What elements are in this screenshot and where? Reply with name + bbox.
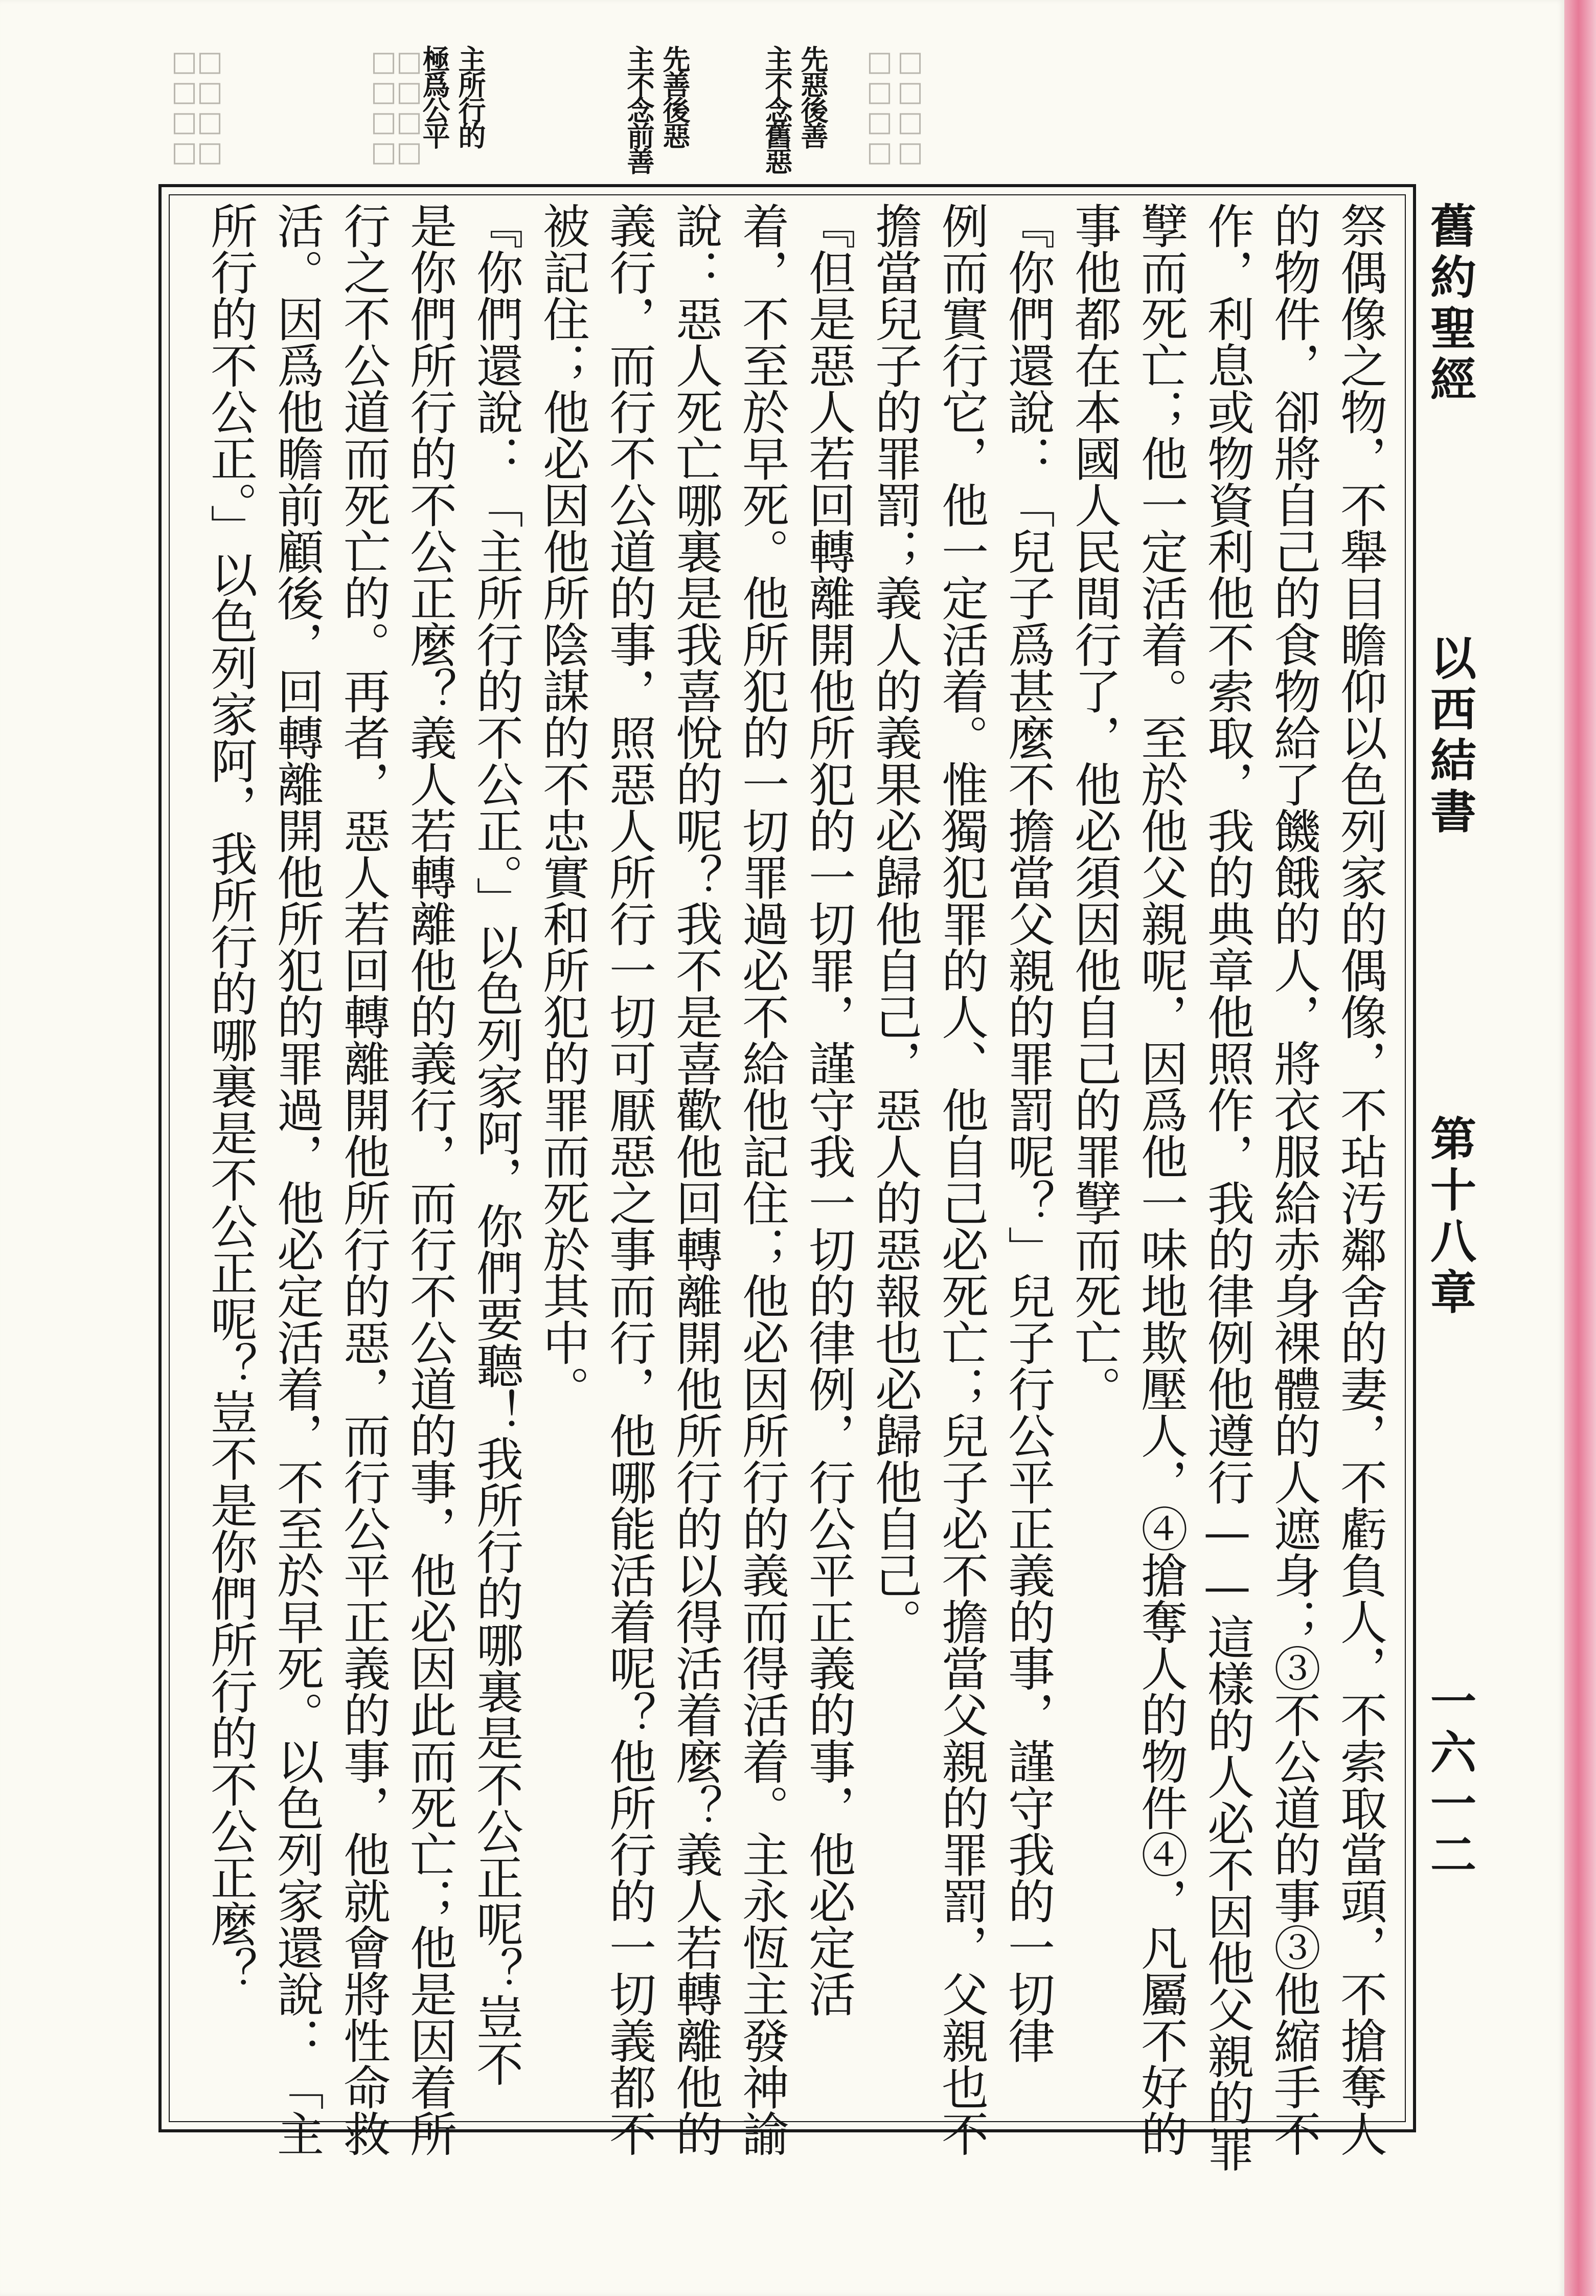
section-title: 以西結書 (1422, 634, 1476, 839)
margin-note: 先惡後善 (796, 45, 829, 147)
page-number: 一六一二 (1422, 1677, 1476, 1882)
bleedthrough-text: □□□□ (863, 45, 896, 166)
text-column: 被記住；他必因他所陰謀的不忠實和所犯的罪而死於其中。 (535, 202, 590, 1412)
book-title: 舊約聖經 (1422, 202, 1476, 407)
text-column: 事他都在本國人民間行了，他必須因他自己的罪孼而死亡。 (1067, 202, 1122, 1412)
text-column: 祭偶像之物，不舉目瞻仰以色列家的偶像，不玷汚鄰舍的妻，不虧負人，不索取當頭，不搶奪人 (1333, 202, 1387, 2156)
bleedthrough-text: □□□□ (368, 45, 400, 166)
text-column: 的物件，卻將自己的食物給了饑餓的人，將衣服給赤身裸體的人遮身；③不公道的事③他縮手不 (1266, 202, 1321, 2156)
margin-note: 極爲公平 (418, 45, 451, 147)
text-column: 說：惡人死亡哪裏是我喜悅的呢？我不是喜歡他回轉離開他所行的以得活着麼？義人若轉離他的 (668, 202, 723, 2156)
text-column: 所行的不公正。」以色列家阿，我所行的哪裏是不公正呢？豈不是你們所行的不公正麼？ (203, 202, 258, 1993)
text-column: 行之不公道而死亡的。再者，惡人若回轉離開他所行的惡，而行公平正義的事，他就會將性命救 (336, 202, 391, 2156)
bleedthrough-text: □□□□ (894, 45, 926, 166)
text-column: 『你們還說：「主所行的不公正。」以色列家阿，你們要聽！我所行的哪裏是不公正呢？豈不 (469, 202, 523, 2086)
bleedthrough-text: □□□□ (168, 45, 200, 166)
text-column: 孼而死亡；他一定活着。至於他父親呢，因爲他一味地欺壓人，④搶奪人的物件④，凡屬不好的 (1133, 202, 1188, 2156)
bleedthrough-text: □□□□ (393, 45, 425, 166)
text-column: 例而實行它，他一定活着。惟獨犯罪的人、他自己必死亡；兒子必不擔當父親的罪罰，父親也不 (934, 202, 989, 2156)
text-column: 是你們所行的不公正麼？義人若轉離他的義行，而行不公道的事，他必因此而死亡；他是因着所 (402, 202, 457, 2156)
text-column: 義行，而行不公道的事，照惡人所行一切可厭惡之事而行，他哪能活着呢？他所行的一切義都不 (602, 202, 656, 2156)
text-column: 活。因爲他瞻前顧後，回轉離開他所犯的罪過，他必定活着，不至於早死。以色列家還說：「主 (269, 202, 324, 2156)
text-column: 『但是惡人若回轉離開他所犯的一切罪，謹守我一切的律例，行公平正義的事，他必定活 (801, 202, 856, 2017)
text-column: 作，利息或物資利他不索取，我的典章他照作，我的律例他遵行——這樣的人必不因他父親的罪 (1200, 202, 1255, 2172)
margin-note: 主不念前善 (623, 45, 655, 173)
page-edge (1564, 0, 1596, 2296)
text-column: 擔當兒子的罪罰；義人的義果必歸他自己，惡人的惡報也必歸他自己。 (868, 202, 922, 1645)
margin-note: 先善後惡 (658, 45, 691, 147)
chapter-heading: 第十八章 (1422, 1115, 1476, 1319)
bleedthrough-text: □□□□ (194, 45, 226, 166)
margin-note: 主不念舊惡 (761, 45, 793, 173)
margin-note: 主所行的 (454, 45, 487, 147)
text-column: 『你們還說：「兒子爲甚麼不擔當父親的罪罰呢？」兒子行公平正義的事，謹守我的一切律 (1000, 202, 1055, 2063)
text-column: 着，不至於早死。他所犯的一切罪過必不給他記住；他必因所行的義而得活着。主永恆主發神諭 (735, 202, 789, 2156)
